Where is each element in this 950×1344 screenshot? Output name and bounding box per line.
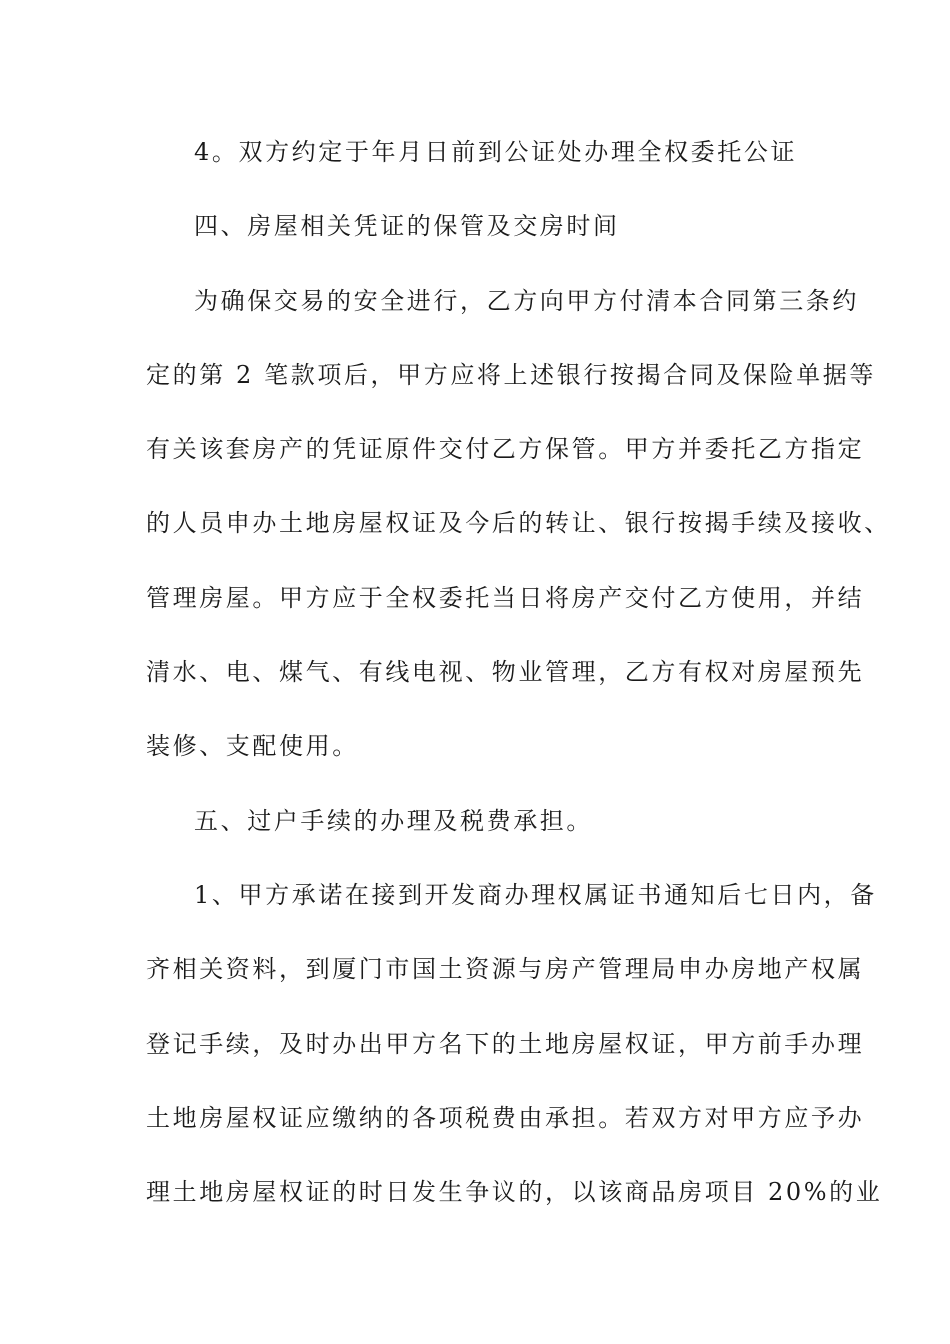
paragraph-line: 理土地房屋权证的时日发生争议的，以该商品房项目 20%的业 [146, 1178, 883, 1206]
paragraph-line: 清水、电、煤气、有线电视、物业管理，乙方有权对房屋预先 [146, 658, 865, 686]
paragraph-line: 管理房屋。甲方应于全权委托当日将房产交付乙方使用，并结 [146, 584, 865, 612]
paragraph-line: 装修、支配使用。 [146, 732, 359, 760]
paragraph-line: 土地房屋权证应缴纳的各项税费由承担。若双方对甲方应予办 [146, 1104, 865, 1132]
paragraph-line: 为确保交易的安全进行，乙方向甲方付清本合同第三条约 [194, 287, 859, 315]
paragraph-line: 齐相关资料，到厦门市国土资源与房产管理局申办房地产权属 [146, 955, 865, 983]
clause-4-notarization: 4。双方约定于年月日前到公证处办理全权委托公证 [194, 138, 798, 166]
paragraph-line: 定的第 2 笔款项后，甲方应将上述银行按揭合同及保险单据等 [146, 361, 876, 389]
section-4-heading: 四、房屋相关凭证的保管及交房时间 [194, 212, 620, 240]
paragraph-line: 登记手续，及时办出甲方名下的土地房屋权证，甲方前手办理 [146, 1030, 865, 1058]
section-5-heading: 五、过户手续的办理及税费承担。 [194, 807, 593, 835]
paragraph-line: 有关该套房产的凭证原件交付乙方保管。甲方并委托乙方指定 [146, 435, 865, 463]
paragraph-line: 的人员申办土地房屋权证及今后的转让、银行按揭手续及接收、 [146, 509, 891, 537]
paragraph-line: 1、甲方承诺在接到开发商办理权属证书通知后七日内，备 [194, 881, 877, 909]
